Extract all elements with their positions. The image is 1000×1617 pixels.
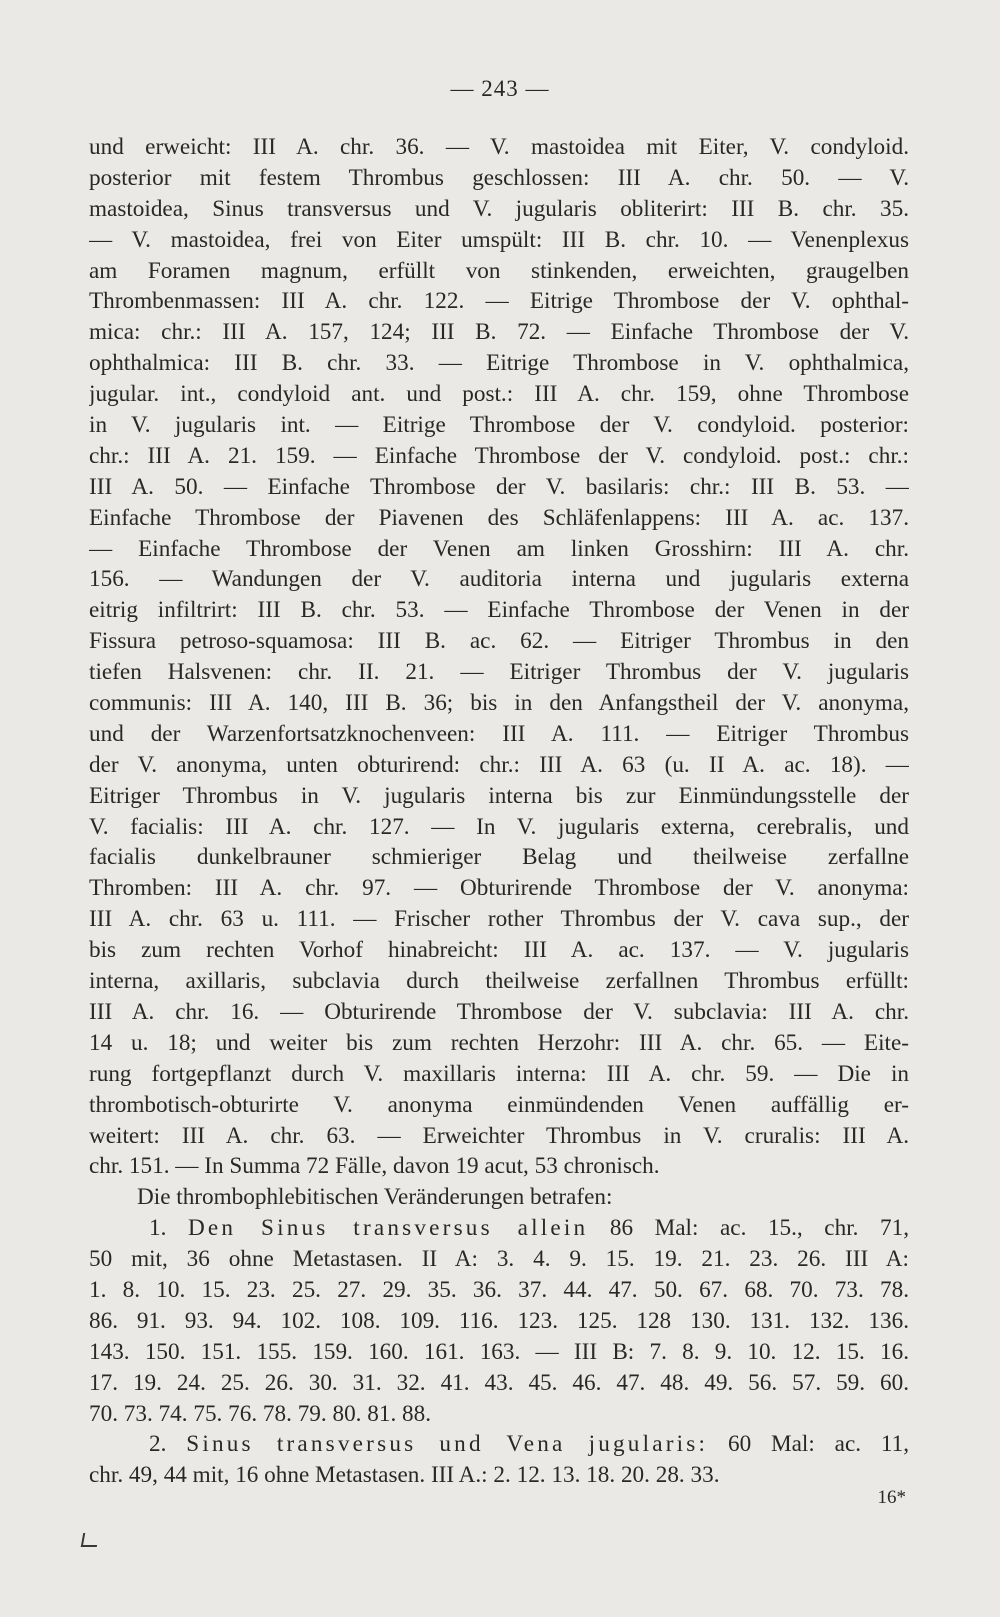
text-line: 143. 150. 151. 155. 159. 160. 161. 163. — III B: 7. 8. 9. 10. 12. 15. 16.: [89, 1338, 909, 1365]
item-2-paragraph: [89, 1460, 909, 1491]
item-1-number: 1.: [149, 1215, 167, 1242]
signature-mark: 16*: [877, 1487, 906, 1508]
item-2-rest: 60 Mal: ac. 11,: [708, 1431, 909, 1458]
text-line: chr.: III A. 21. 159. — Einfache Thrombose der V. condyloid. post.: chr.:: [89, 442, 909, 469]
text-line: Einfache Thrombose der Piavenen des Schläfenlappens: III A. ac. 137.: [89, 504, 909, 531]
text-line: V. facialis: III A. chr. 127. — In V. jugularis externa, cerebralis, und: [89, 813, 909, 840]
text-line: 50 mit, 36 ohne Metastasen. II A: 3. 4. 9. 15. 19. 21. 23. 26. III A:: [89, 1246, 909, 1273]
text-line: 14 u. 18; und weiter bis zum rechten Herzohr: III A. chr. 65. — Eite-: [89, 1029, 909, 1056]
item-2-number: 2.: [149, 1431, 167, 1458]
text-line: eitrig infiltrirt: III B. chr. 53. — Einfache Thrombose der Venen in der: [89, 597, 909, 624]
text-line: 70. 73. 74. 75. 76. 78. 79. 80. 81. 88.: [89, 1400, 432, 1427]
text-line: mastoidea, Sinus transversus und V. jugularis obliterirt: III B. chr. 35.: [89, 195, 909, 222]
text-line: jugular. int., condyloid ant. und post.: III A. chr. 159, ohne Thrombose: [89, 381, 909, 408]
text-line: thrombotisch-obturirte V. anonyma einmündenden Venen auffällig er-: [89, 1091, 909, 1118]
item-1-paragraph: [89, 1244, 909, 1429]
text-line: III A. chr. 63 u. 111. — Frischer rother Thrombus der V. cava sup., der: [89, 906, 909, 933]
text-line: communis: III A. 140, III B. 36; bis in den Anfangstheil der V. anonyma,: [89, 690, 909, 717]
corner-mark: [81, 1533, 99, 1547]
text-line: 1. 8. 10. 15. 23. 25. 27. 29. 35. 36. 37. 44. 47. 50. 67. 68. 70. 73. 78.: [89, 1276, 909, 1303]
text-line: Thromben: III A. chr. 97. — Obturirende Thrombose der V. anonyma:: [89, 875, 909, 902]
text-line: chr. 151. — In Summa 72 Fälle, davon 19 acut, 53 chronisch.: [89, 1153, 660, 1180]
text-line: Eitriger Thrombus in V. jugularis interna bis zur Einmündungsstelle der: [89, 782, 909, 809]
text-line: — Einfache Thrombose der Venen am linken Grosshirn: III A. chr.: [89, 535, 909, 562]
text-line: und erweicht: III A. chr. 36. — V. mastoidea mit Eiter, V. condyloid.: [89, 134, 909, 160]
text-line: tiefen Halsvenen: chr. II. 21. — Eitriger Thrombus der V. jugularis: [89, 659, 909, 686]
text-line: III A. chr. 16. — Obturirende Thrombose der V. subclavia: III A. chr.: [89, 998, 909, 1025]
page-number: — 243 —: [450, 76, 550, 101]
text-line: 17. 19. 24. 25. 26. 30. 31. 32. 41. 43. 45. 46. 47. 48. 49. 56. 57. 59. 60.: [89, 1369, 909, 1396]
item-1-heading: [89, 1213, 909, 1244]
main-paragraph: [89, 132, 909, 1182]
text-line: Fissura petroso-squamosa: III B. ac. 62. — Eitriger Thrombus in den: [89, 628, 909, 655]
text-line: rung fortgepflanzt durch V. maxillaris interna: III A. chr. 59. — Die in: [89, 1060, 909, 1087]
text-line: am Foramen magnum, erfüllt von stinkenden, erweichten, graugelben: [89, 257, 909, 284]
text-line: interna, axillaris, subclavia durch theilweise zerfallnen Thrombus erfüllt:: [89, 968, 909, 995]
intro-line: Die thrombophlebitischen Veränderungen betrafen:: [137, 1184, 613, 1211]
item-2-spaced-title: Sinus transversus und Vena jugularis:: [186, 1431, 709, 1458]
text-line: bis zum rechten Vorhof hinabreicht: III A. ac. 137. — V. jugularis: [89, 937, 909, 964]
text-line: und der Warzenfortsatzknochenveen: III A. 111. — Eitriger Thrombus: [89, 720, 909, 747]
text-line: ophthalmica: III B. chr. 33. — Eitrige Thrombose in V. ophthalmica,: [89, 350, 909, 377]
item-1-spaced-title: Den Sinus transversus allein: [187, 1215, 589, 1242]
text-line: 86. 91. 93. 94. 102. 108. 109. 116. 123. 125. 128 130. 131. 132. 136.: [89, 1307, 909, 1334]
text-line: in V. jugularis int. — Eitrige Thrombose der V. condyloid. posterior:: [89, 412, 909, 439]
text-line: facialis dunkelbrauner schmieriger Belag und theilweise zerfallne: [89, 844, 909, 871]
item-1-rest: 86 Mal: ac. 15., chr. 71,: [588, 1215, 909, 1242]
text-line: — V. mastoidea, frei von Eiter umspült: III B. chr. 10. — Venenplexus: [89, 226, 909, 253]
text-line: III A. 50. — Einfache Thrombose der V. basilaris: chr.: III B. 53. —: [89, 473, 909, 500]
item-2-heading: [89, 1429, 909, 1460]
text-line: der V. anonyma, unten obturirend: chr.: III A. 63 (u. II A. ac. 18). —: [89, 751, 909, 778]
text-line: mica: chr.: III A. 157, 124; III B. 72. — Einfache Thrombose der V.: [89, 319, 909, 346]
text-line: weitert: III A. chr. 63. — Erweichter Thrombus in V. cruralis: III A.: [89, 1122, 909, 1149]
text-line: chr. 49, 44 mit, 16 ohne Metastasen. III A.: 2. 12. 13. 18. 20. 28. 33.: [89, 1462, 720, 1489]
body-text: [89, 132, 909, 1491]
text-line: 156. — Wandungen der V. auditoria interna und jugularis externa: [89, 566, 909, 593]
text-line: posterior mit festem Thrombus geschlossen: III A. chr. 50. — V.: [89, 164, 909, 191]
text-line: Thrombenmassen: III A. chr. 122. — Eitrige Thrombose der V. ophthal-: [89, 288, 909, 315]
